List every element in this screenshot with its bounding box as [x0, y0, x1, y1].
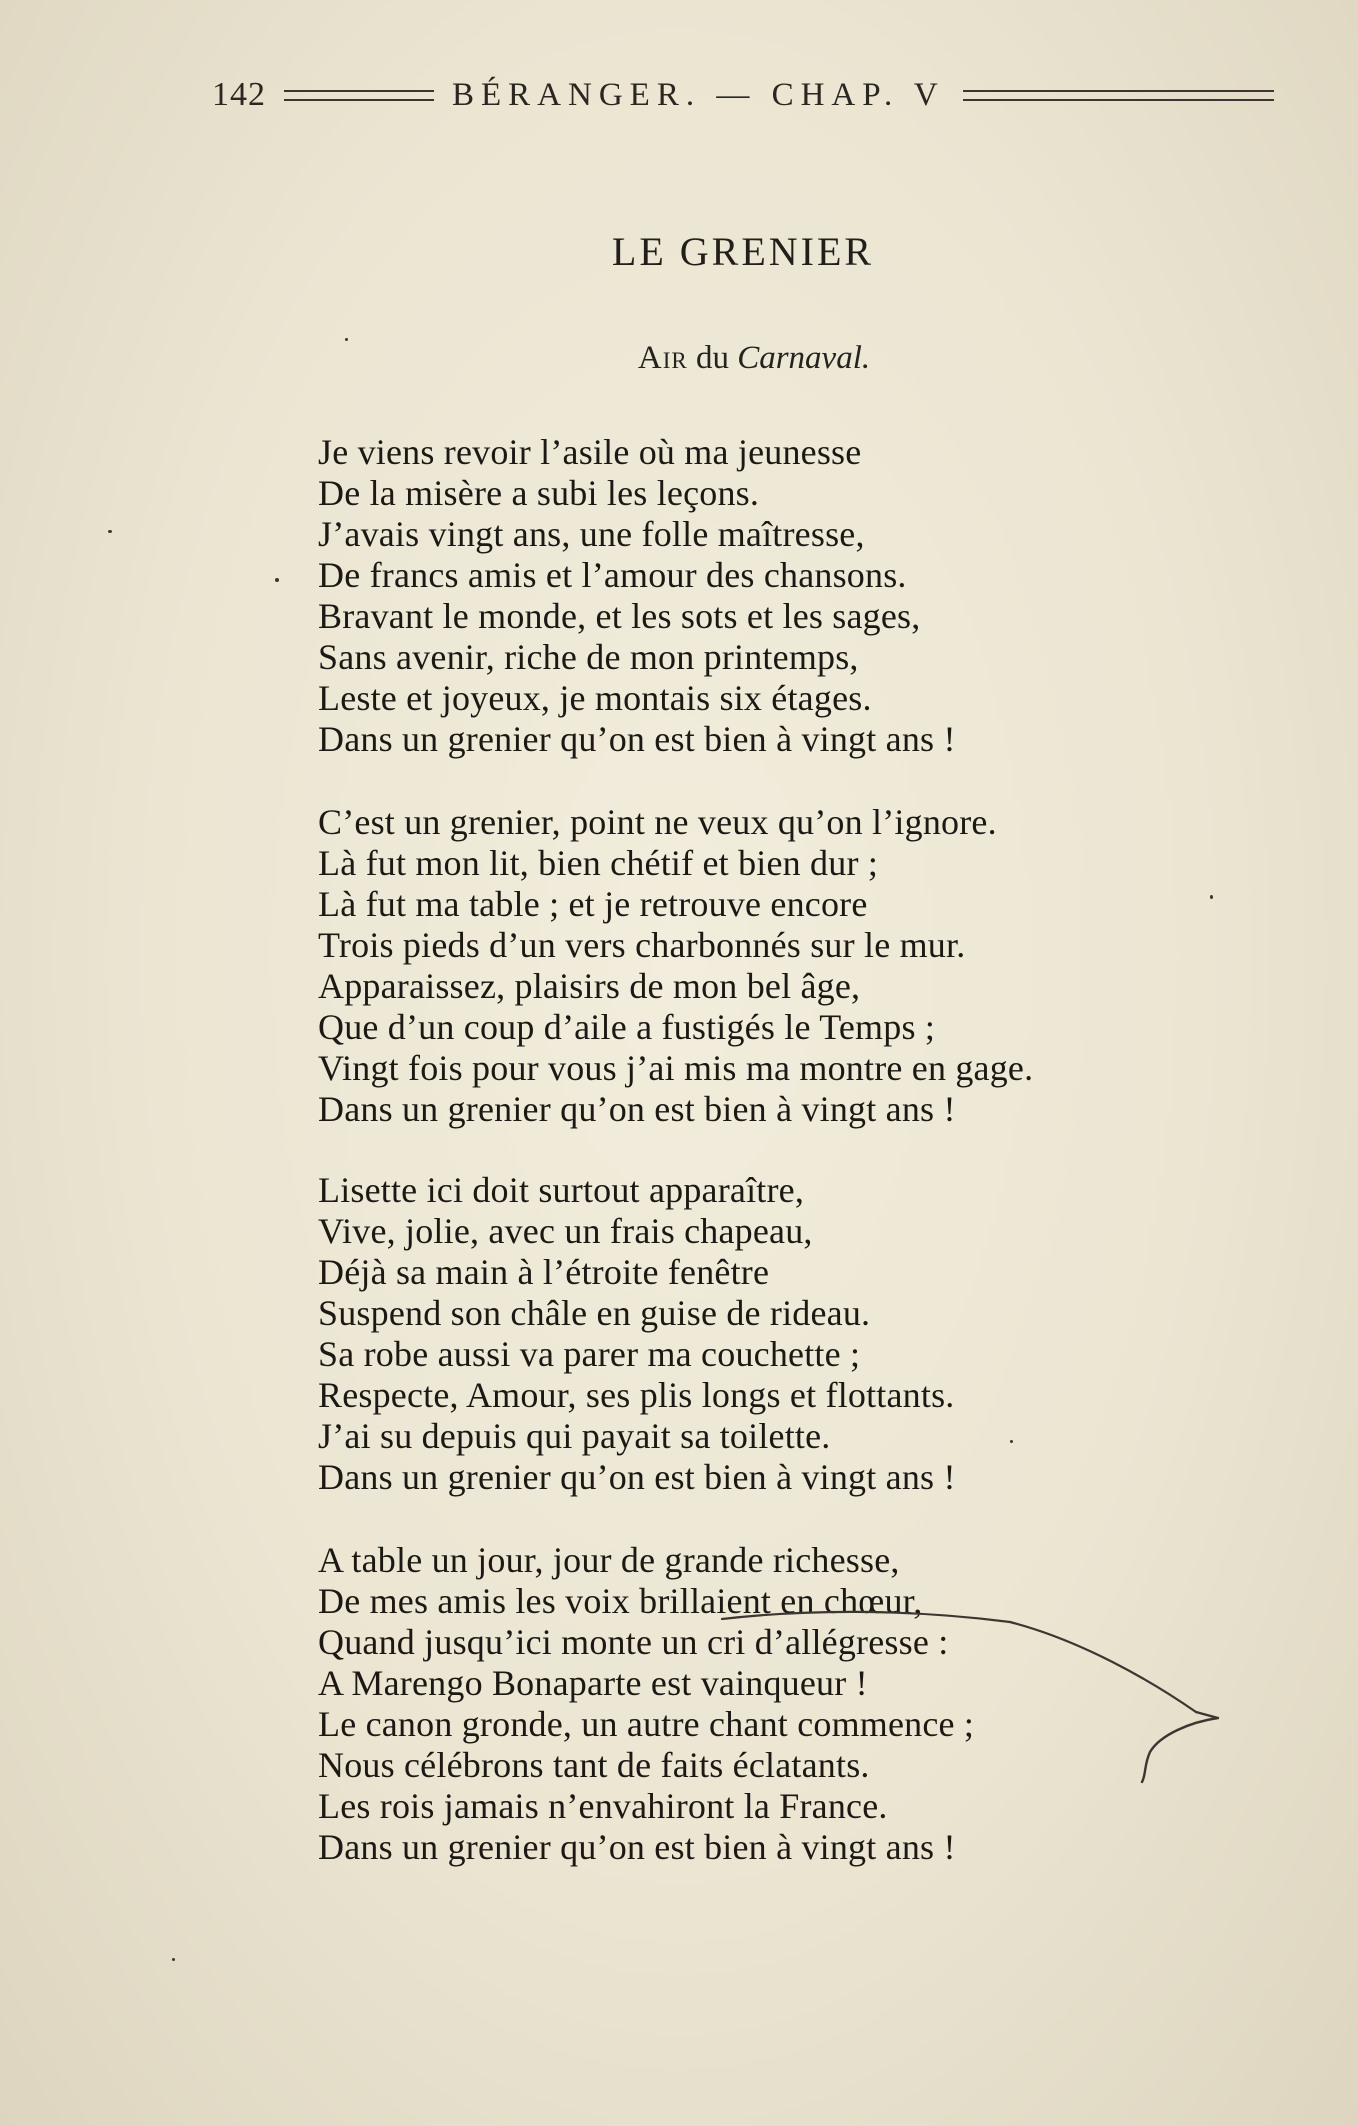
verse-line: J’ai su depuis qui payait sa toilette.: [318, 1416, 831, 1456]
verse-line-refrain: Dans un grenier qu’on est bien à vingt ans !: [318, 1457, 956, 1497]
verse-line: Déjà sa main à l’étroite fenêtre: [318, 1252, 770, 1292]
poem-title: LE GRENIER: [611, 229, 875, 274]
paper-speck: [275, 578, 279, 582]
verse-line: C’est un grenier, point ne veux qu’on l’ignore.: [318, 802, 997, 842]
verse-line: De francs amis et l’amour des chansons.: [318, 555, 907, 595]
verse-line: Trois pieds d’un vers charbonnés sur le mur.: [318, 925, 966, 965]
verse-line: Leste et joyeux, je montais six étages.: [318, 678, 872, 718]
stanza-4: [318, 1540, 1238, 1868]
verse-line-refrain: Dans un grenier qu’on est bien à vingt ans !: [318, 1827, 956, 1867]
verse-line: Sa robe aussi va parer ma couchette ;: [318, 1334, 861, 1374]
air-label: Air: [637, 340, 688, 376]
air-name: Carnaval.: [737, 340, 871, 376]
page-number: 142: [212, 76, 266, 113]
verse-line: Nous célébrons tant de faits éclatants.: [318, 1745, 870, 1785]
verse-line: Le canon gronde, un autre chant commence ;: [318, 1704, 975, 1744]
verse-line: Quand jusqu’ici monte un cri d’allégresse :: [318, 1622, 949, 1662]
paper-speck: [108, 530, 112, 533]
verse-line: Là fut mon lit, bien chétif et bien dur ;: [318, 843, 879, 883]
verse-line: Vive, jolie, avec un frais chapeau,: [318, 1211, 813, 1251]
verse-line: Je viens revoir l’asile où ma jeunesse: [318, 432, 862, 472]
verse-line-refrain: Dans un grenier qu’on est bien à vingt ans !: [318, 1089, 956, 1129]
verse-line: Les rois jamais n’envahiront la France.: [318, 1786, 888, 1826]
verse-line: J’avais vingt ans, une folle maîtresse,: [318, 514, 865, 554]
verse-line: Apparaissez, plaisirs de mon bel âge,: [318, 966, 861, 1006]
verse-line: De la misère a subi les leçons.: [318, 473, 760, 513]
verse-line-refrain: Dans un grenier qu’on est bien à vingt ans !: [318, 719, 956, 759]
verse-line: Lisette ici doit surtout apparaître,: [318, 1170, 805, 1210]
paper-speck: [1210, 895, 1213, 899]
verse-line: Respecte, Amour, ses plis longs et flottants.: [318, 1375, 955, 1415]
verse-line: A Marengo Bonaparte est vainqueur !: [318, 1663, 868, 1703]
running-head-title: BÉRANGER. — CHAP. V: [452, 76, 945, 113]
verse-line: Bravant le monde, et les sots et les sages,: [318, 596, 921, 636]
verse-line: Sans avenir, riche de mon printemps,: [318, 637, 859, 677]
verse-line: A table un jour, jour de grande richesse,: [318, 1540, 900, 1580]
verse-line: De mes amis les voix brillaient en chœur,: [318, 1581, 923, 1621]
head-rule-left: [284, 90, 434, 101]
head-rule-right: [963, 90, 1274, 101]
verse-line: Suspend son châle en guise de rideau.: [318, 1293, 871, 1333]
running-head: [212, 72, 1274, 118]
stanza-3: [318, 1170, 1238, 1498]
verse-line: Là fut ma table ; et je retrouve encore: [318, 884, 868, 924]
air-connector: du: [695, 340, 729, 376]
air-indication: [0, 340, 1358, 377]
verse-line: Que d’un coup d’aile a fustigés le Temps ;: [318, 1007, 936, 1047]
stanza-2: [318, 802, 1238, 1130]
stanza-1: [318, 432, 1238, 760]
paper-speck: [1010, 1440, 1013, 1443]
verse-line: Vingt fois pour vous j’ai mis ma montre en gage.: [318, 1048, 1034, 1088]
paper-speck: [345, 338, 348, 341]
paper-speck: [172, 1958, 175, 1961]
